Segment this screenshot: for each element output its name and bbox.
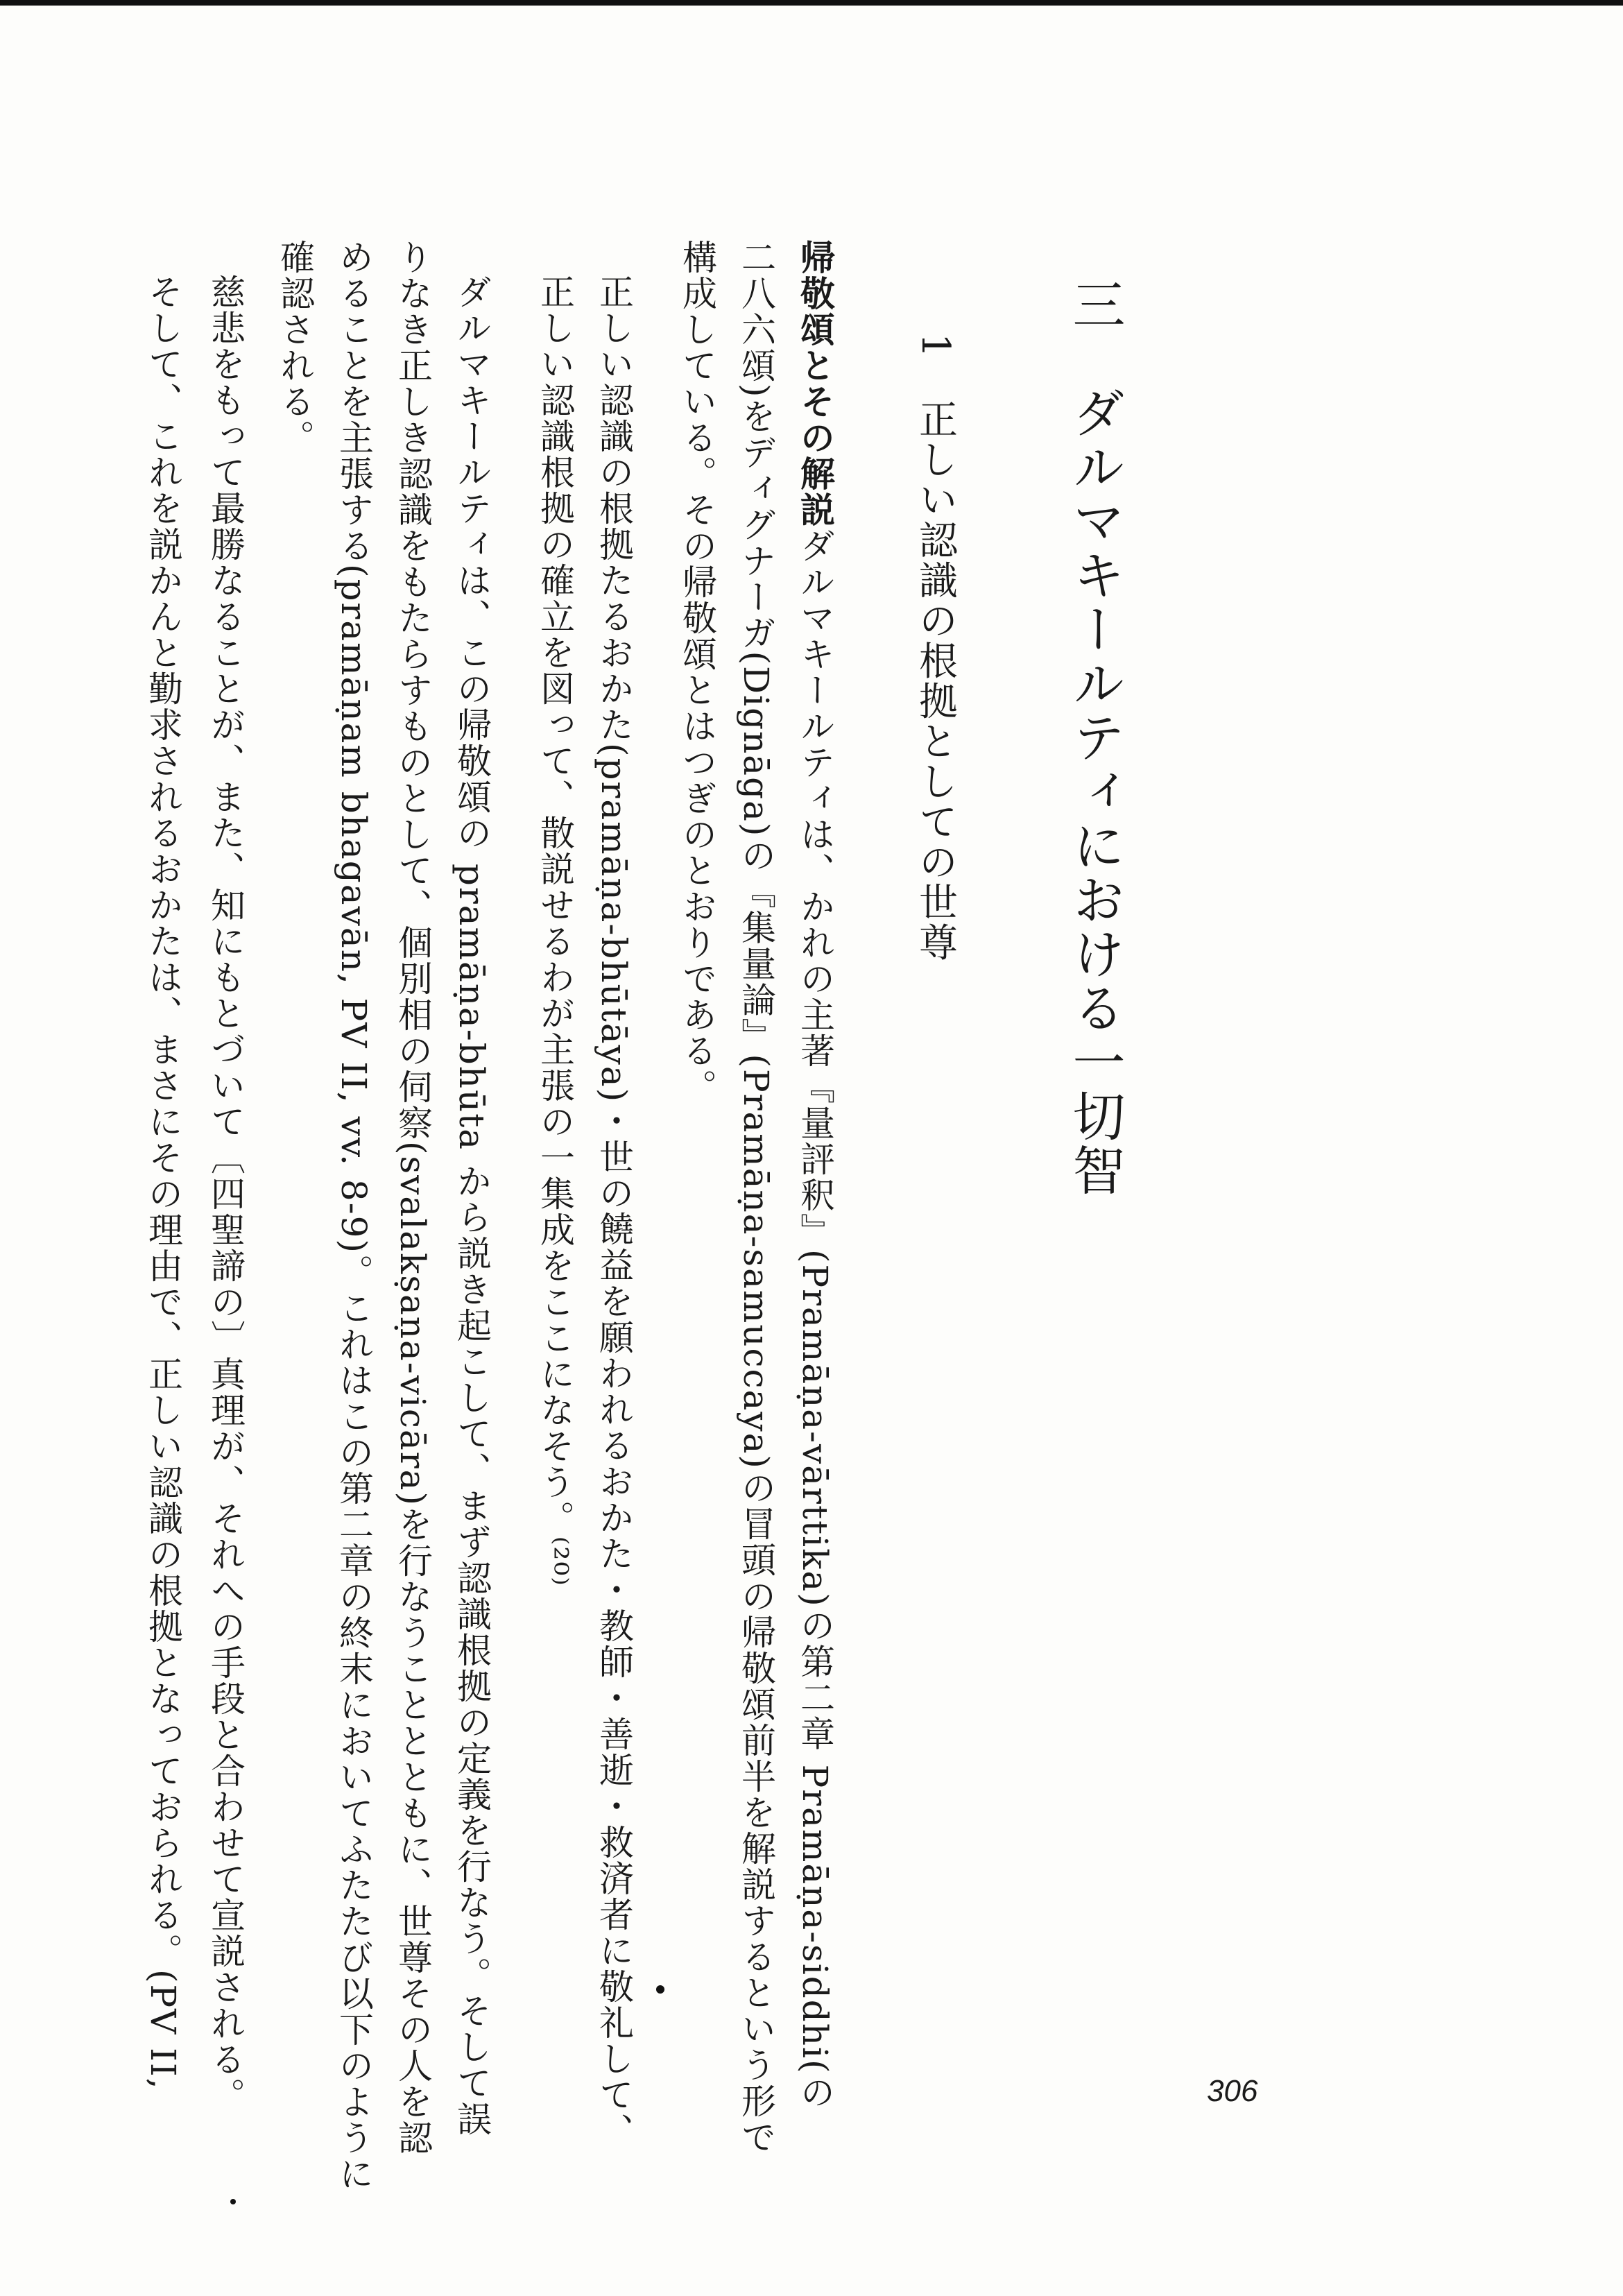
body-line-5: 正しい認識根拠の確立を図って、散説せるわが主張の一集成をここになそう。⁽²⁰⁾ bbox=[535, 274, 575, 1587]
body-line-1 bbox=[795, 239, 836, 2111]
chapter-title: 三 ダルマキールティにおける一切智 bbox=[1064, 277, 1126, 1197]
page-number: 306 bbox=[1207, 2074, 1258, 2108]
scan-speck bbox=[230, 2199, 236, 2204]
body-line-11: そして、これを説かんと勤求されるおかたは、まさにその理由で、正しい認識の根拠となっておられる。(PV II, bbox=[143, 274, 183, 2091]
run-in-heading: 帰敬頌とその解説 bbox=[795, 239, 836, 528]
body-line-text: ダルマキールティは、かれの主著『量評釈』(Pramāṇa-vārttika)の第二章 Pramāṇa-siddhi(の bbox=[795, 528, 835, 2111]
body-line-7: りなき正しき認識をもたらすものとして、個別相の伺察(svalakṣaṇa-vicāra)を行なうこととともに、世尊その人を認 bbox=[393, 239, 433, 2156]
body-line-4: 正しい認識の根拠たるおかた(pramāṇa-bhūtāya)・世の饒益を願われるおかた・教師・善逝・救済者に敬礼して、 bbox=[594, 274, 634, 2150]
section-title: 1 正しい認識の根拠としての世尊 bbox=[913, 333, 958, 963]
body-line-3: 構成している。その帰敬頌とはつぎのとおりである。 bbox=[677, 239, 717, 1105]
top-border-rule bbox=[0, 0, 1623, 6]
body-line-2: 二八六頌)をディグナーガ(Dignāga)の『集量論』(Pramāṇa-samuccaya)の冒頭の帰敬頌前半を解説するという形で bbox=[736, 239, 776, 2155]
body-line-6: ダルマキールティは、この帰敬頌の pramāṇa-bhūta から説き起こして、まず認識根拠の定義を行なう。そして誤 bbox=[452, 274, 492, 2137]
body-line-9: 確認される。 bbox=[275, 239, 315, 456]
scan-speck bbox=[656, 1985, 664, 1994]
body-line-8: めることを主張する(pramāṇam bhagavān, PV II, vv. 8-9)。これはこの第二章の終末においてふたたび以下のように bbox=[334, 239, 374, 2192]
body-line-10: 慈悲をもって最勝なることが、また、知にもとづいて〔四聖諦の〕真理が、それへの手段と合わせて宣説される。 bbox=[205, 274, 246, 2114]
